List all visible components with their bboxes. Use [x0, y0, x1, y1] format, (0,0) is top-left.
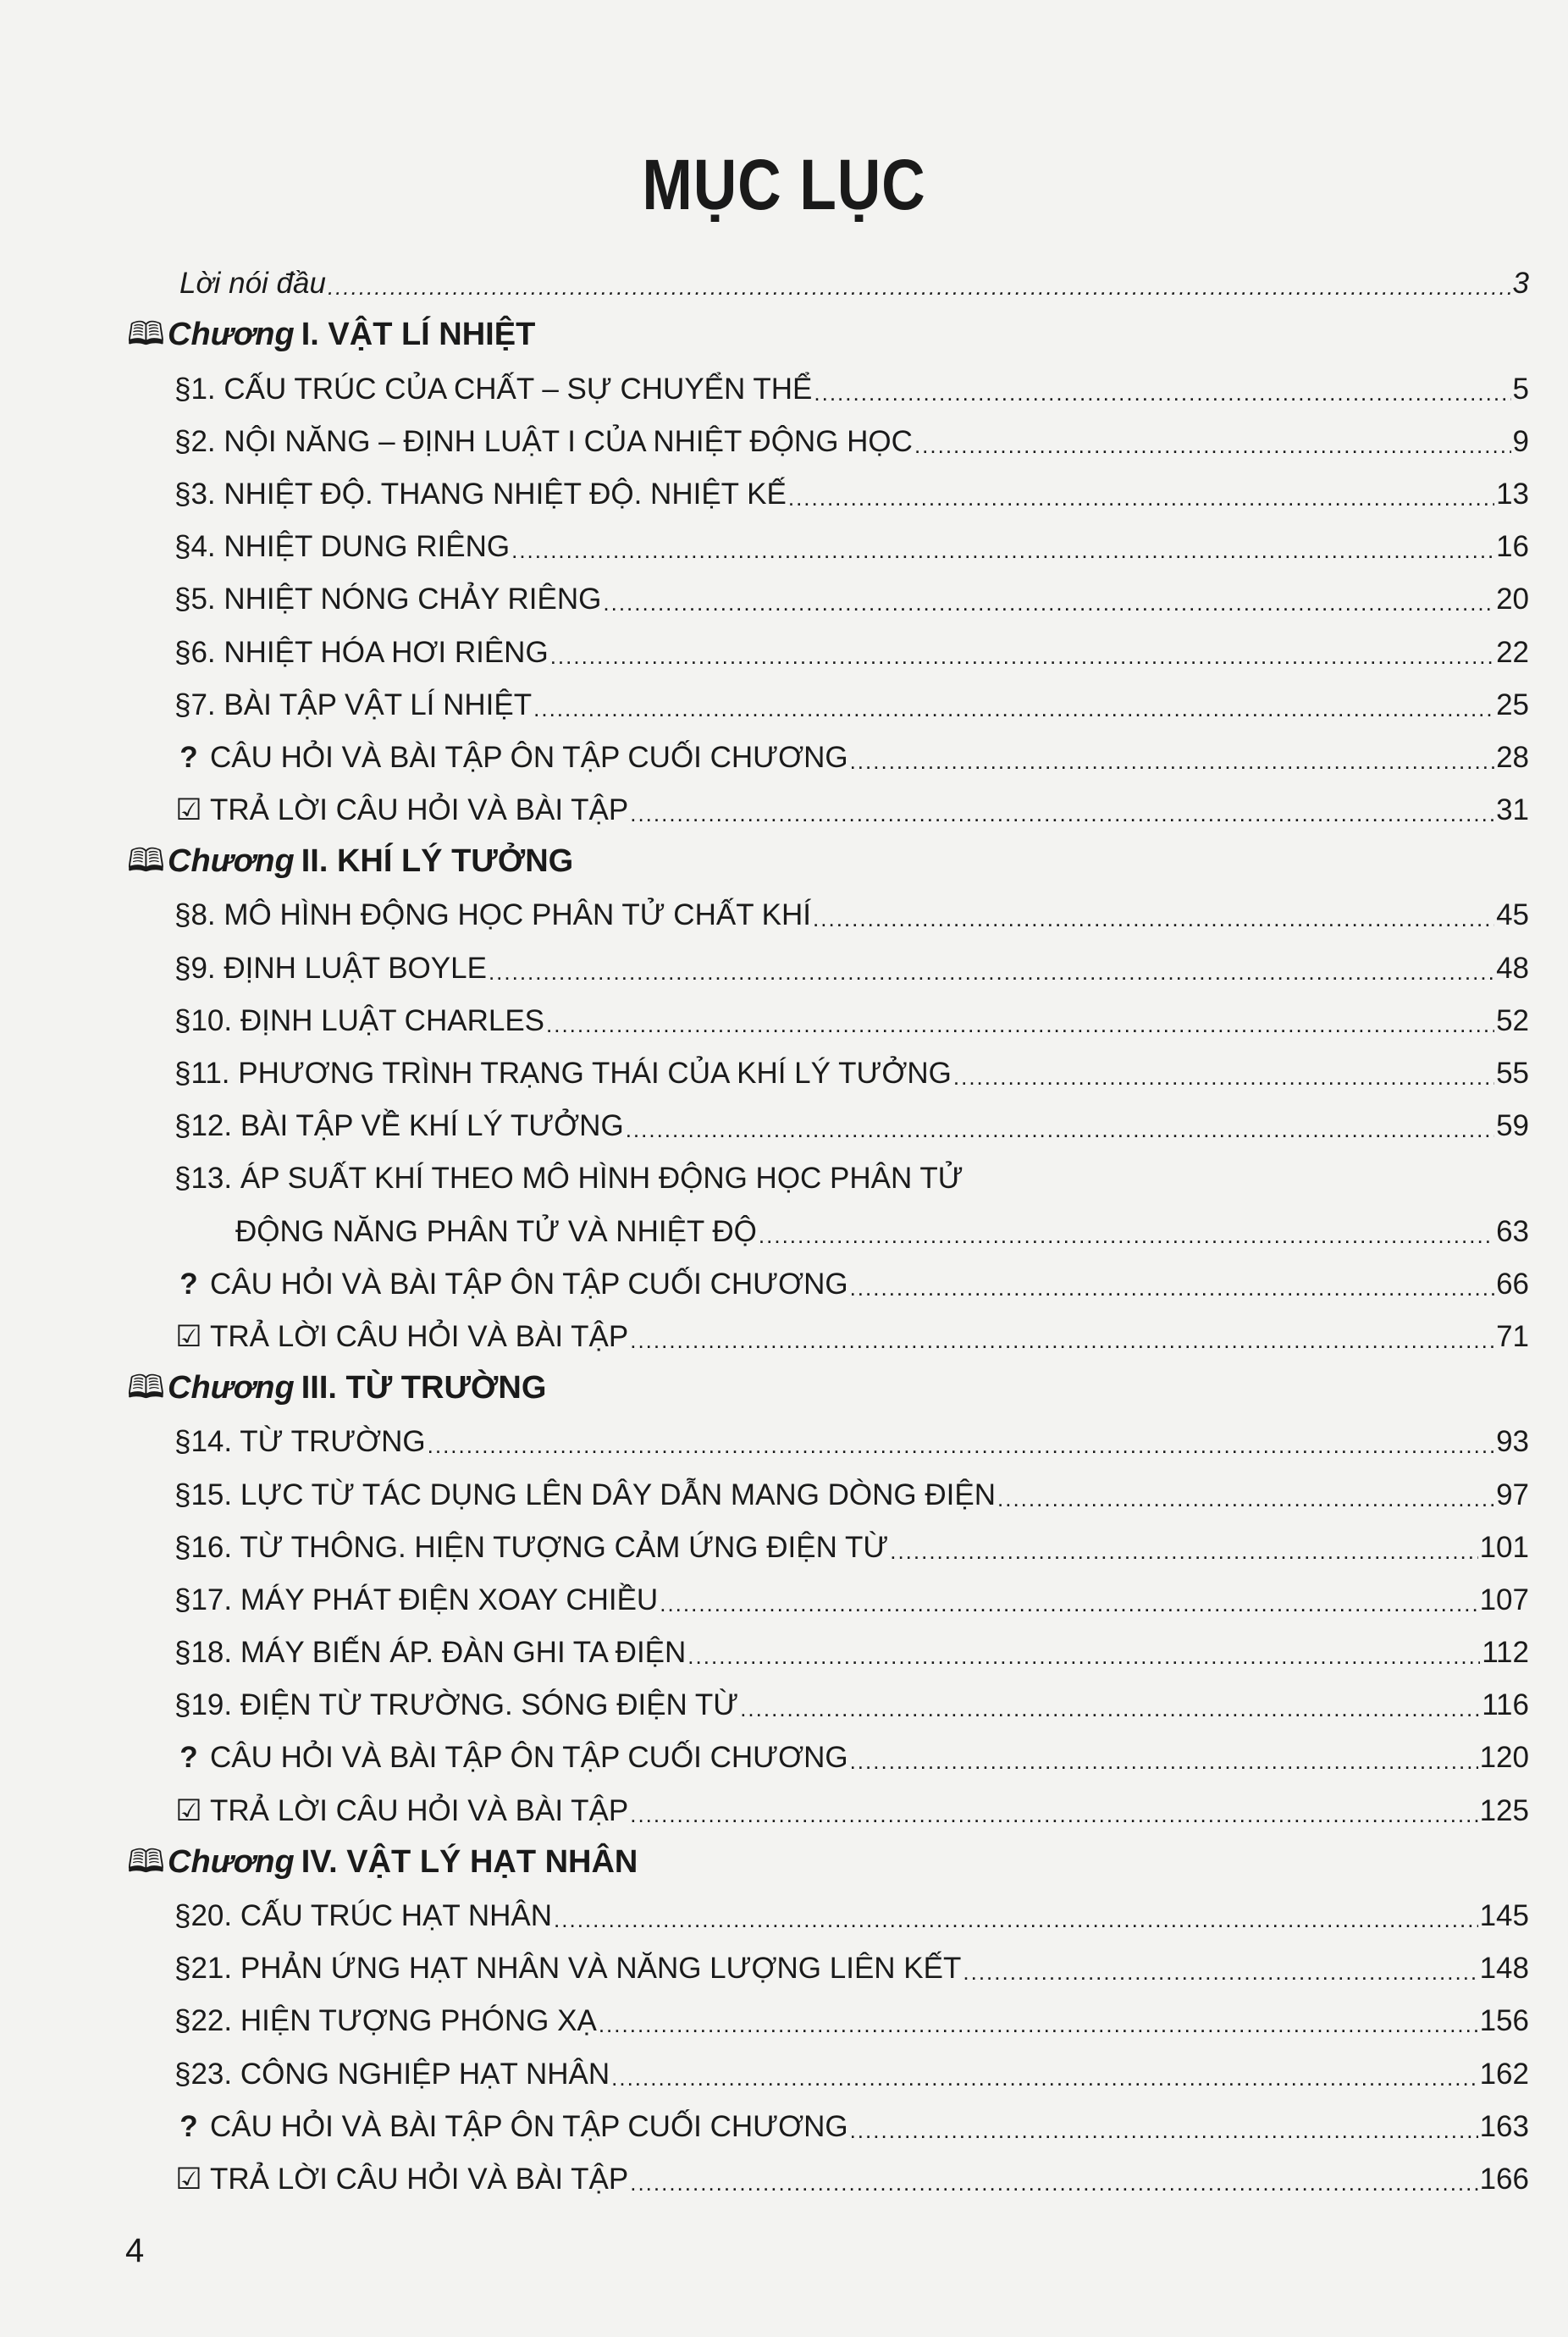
toc-entry-section	[127, 614, 1529, 669]
dot-leader	[603, 592, 1494, 614]
entry-page: 162	[1479, 2057, 1529, 2091]
entry-label: CÂU HỎI VÀ BÀI TẬP ÔN TẬP CUỐI CHƯƠNG	[210, 740, 848, 774]
toc-entry-section	[127, 877, 1529, 930]
entry-label: CÂU HỎI VÀ BÀI TẬP ÔN TẬP CUỐI CHƯƠNG	[210, 1741, 848, 1775]
entry-page: 125	[1479, 1793, 1529, 1827]
question-icon: ?	[179, 1741, 198, 1775]
dot-leader	[554, 1909, 1478, 1931]
toc-entry-review	[127, 1246, 1529, 1299]
toc-entry-section	[127, 509, 1529, 564]
entry-page: 48	[1496, 951, 1529, 985]
dot-leader	[788, 487, 1494, 509]
entry-page: 163	[1479, 2109, 1529, 2143]
entry-page: 59	[1496, 1109, 1529, 1143]
toc-entry-section	[127, 983, 1529, 1036]
toc-entry-review	[127, 2089, 1529, 2141]
dot-leader	[850, 2119, 1478, 2141]
entry-page: 66	[1496, 1267, 1529, 1301]
book-icon: 🕮	[127, 1370, 165, 1406]
dot-leader	[914, 434, 1511, 456]
chapter-word: Chương	[168, 1843, 295, 1880]
toc-entry-section	[127, 1667, 1529, 1720]
entry-page: 20	[1496, 583, 1529, 616]
entry-label: §21. PHẢN ỨNG HẠT NHÂN VÀ NĂNG LƯỢNG LIÊN KẾT	[174, 1952, 962, 1986]
entry-page: 63	[1496, 1214, 1529, 1248]
entry-label: §12. BÀI TẬP VỀ KHÍ LÝ TƯỞNG	[174, 1109, 624, 1143]
book-icon: 🕮	[127, 1843, 165, 1880]
chapter-number: IV.	[301, 1843, 338, 1880]
dot-leader	[533, 698, 1494, 720]
entry-label: §2. NỘI NĂNG – ĐỊNH LUẬT I CỦA NHIỆT ĐỘNG HỌC	[174, 424, 913, 458]
entry-page: 5	[1512, 372, 1529, 406]
entry-label: VẬT LÝ HẠT NHÂN	[346, 1843, 638, 1880]
entry-page: 52	[1496, 1003, 1529, 1037]
question-icon: ?	[179, 1267, 198, 1301]
toc-entry-section	[127, 1562, 1529, 1615]
toc-entry-review	[127, 1720, 1529, 1775]
toc-entry-section	[127, 456, 1529, 509]
dot-leader	[630, 2172, 1477, 2194]
toc-entry-section	[127, 561, 1529, 614]
toc-entry-review	[127, 720, 1529, 772]
dot-leader	[953, 1066, 1494, 1088]
toc-entry-answer	[127, 1772, 1529, 1825]
entry-label: CÂU HỎI VÀ BÀI TẬP ÔN TẬP CUỐI CHƯƠNG	[210, 2109, 848, 2143]
entry-label: TRẢ LỜI CÂU HỎI VÀ BÀI TẬP	[210, 793, 629, 827]
entry-page: 101	[1479, 1530, 1529, 1564]
entry-label: §23. CÔNG NGHIỆP HẠT NHÂN	[174, 2057, 610, 2091]
toc-entry-section-cont	[127, 1193, 1529, 1246]
entry-page: 28	[1496, 740, 1529, 774]
toc-entry-answer	[127, 1299, 1529, 1351]
entry-label: §3. NHIỆT ĐỘ. THANG NHIỆT ĐỘ. NHIỆT KẾ	[174, 477, 787, 511]
dot-leader	[740, 1698, 1480, 1720]
entry-page: 55	[1496, 1057, 1529, 1090]
entry-page: 97	[1496, 1478, 1529, 1511]
dot-leader	[963, 1961, 1477, 1983]
dot-leader	[599, 2014, 1478, 2036]
toc-entry-section	[127, 1088, 1529, 1141]
entry-label: §4. NHIỆT DUNG RIÊNG	[174, 530, 511, 564]
entry-label: §1. CẤU TRÚC CỦA CHẤT – SỰ CHUYỂN THỂ	[174, 372, 813, 406]
chapter-number: III.	[301, 1370, 337, 1406]
entry-label: §6. NHIỆT HÓA HƠI RIÊNG	[174, 635, 549, 669]
dot-leader	[428, 1434, 1494, 1456]
chapter-number: II.	[301, 843, 329, 880]
toc-entry-section	[127, 1036, 1529, 1088]
entry-page: 45	[1496, 898, 1529, 932]
toc-entry-preface	[127, 246, 1529, 301]
entry-label: §15. LỰC TỪ TÁC DỤNG LÊN DÂY DẪN MANG DÒNG ĐIỆN	[174, 1478, 996, 1511]
entry-label: §13. ÁP SUẤT KHÍ THEO MÔ HÌNH ĐỘNG HỌC PHÂN TỬ	[174, 1162, 963, 1196]
dot-leader	[626, 1119, 1494, 1141]
entry-label: Lời nói đầu	[179, 267, 326, 301]
entry-label: TRẢ LỜI CÂU HỎI VÀ BÀI TẬP	[210, 1793, 629, 1827]
entry-page: 116	[1482, 1688, 1529, 1722]
toc-entry-chapter	[127, 1351, 1529, 1404]
entry-label: VẬT LÍ NHIỆT	[328, 317, 536, 353]
entry-label: §9. ĐỊNH LUẬT BOYLE	[174, 951, 487, 985]
entry-page: 156	[1479, 2004, 1529, 2038]
dot-leader	[630, 803, 1494, 825]
question-icon: ?	[179, 740, 198, 774]
toc-entry-chapter	[127, 825, 1529, 880]
entry-page: 112	[1482, 1636, 1529, 1670]
checkbox-icon: ☑	[175, 2162, 202, 2196]
dot-leader	[890, 1540, 1477, 1562]
entry-page: 93	[1496, 1425, 1529, 1459]
entry-label: §11. PHƯƠNG TRÌNH TRẠNG THÁI CỦA KHÍ LÝ TƯỞNG	[174, 1057, 952, 1090]
toc-entry-chapter	[127, 1826, 1529, 1878]
dot-leader	[550, 645, 1494, 667]
entry-label: §19. ĐIỆN TỪ TRƯỜNG. SÓNG ĐIỆN TỪ	[174, 1688, 739, 1722]
entry-page: 71	[1496, 1319, 1529, 1353]
dot-leader	[759, 1224, 1494, 1246]
toc-entry-section	[127, 1983, 1529, 2036]
entry-page: 22	[1496, 635, 1529, 669]
dot-leader	[997, 1488, 1494, 1510]
table-of-contents	[127, 246, 1529, 2194]
entry-label: KHÍ LÝ TƯỞNG	[336, 843, 574, 880]
entry-page: 25	[1496, 688, 1529, 721]
toc-entry-section	[127, 351, 1529, 406]
entry-label: ĐỘNG NĂNG PHÂN TỬ VÀ NHIỆT ĐỘ	[235, 1214, 757, 1248]
entry-label: §5. NHIỆT NÓNG CHẢY RIÊNG	[174, 583, 602, 616]
toc-entry-section	[127, 1510, 1529, 1562]
checkbox-icon: ☑	[175, 1319, 202, 1353]
entry-label: §18. MÁY BIẾN ÁP. ĐÀN GHI TA ĐIỆN	[174, 1636, 687, 1670]
dot-leader	[630, 1804, 1477, 1826]
dot-leader	[489, 961, 1494, 983]
toc-entry-chapter	[127, 298, 1529, 351]
chapter-word: Chương	[168, 843, 295, 880]
entry-label: §8. MÔ HÌNH ĐỘNG HỌC PHÂN TỬ CHẤT KHÍ	[174, 898, 812, 932]
entry-page: 120	[1479, 1741, 1529, 1775]
entry-label: TRẢ LỜI CÂU HỎI VÀ BÀI TẬP	[210, 1319, 629, 1353]
dot-leader	[813, 908, 1494, 930]
entry-label: §16. TỪ THÔNG. HIỆN TƯỢNG CẢM ỨNG ĐIỆN TỪ	[174, 1530, 889, 1564]
entry-label: §17. MÁY PHÁT ĐIỆN XOAY CHIỀU	[174, 1583, 659, 1616]
entry-label: TRẢ LỜI CÂU HỎI VÀ BÀI TẬP	[210, 2162, 629, 2196]
book-icon: 🕮	[127, 843, 165, 880]
entry-page: 3	[1512, 267, 1529, 301]
dot-leader	[850, 1750, 1478, 1772]
page-number: 4	[125, 2232, 145, 2269]
dot-leader	[546, 1014, 1494, 1036]
entry-page: 16	[1496, 530, 1529, 564]
entry-label: §20. CẤU TRÚC HẠT NHÂN	[174, 1899, 553, 1932]
toc-entry-answer	[127, 2141, 1529, 2194]
toc-entry-section	[127, 1878, 1529, 1931]
toc-entry-section	[127, 404, 1529, 456]
dot-leader	[687, 1645, 1480, 1667]
toc-entry-section	[127, 667, 1529, 720]
dot-leader	[814, 382, 1510, 404]
entry-label: §14. TỪ TRƯỜNG	[174, 1425, 426, 1459]
chapter-word: Chương	[168, 317, 295, 353]
checkbox-icon: ☑	[175, 793, 202, 827]
dot-leader	[328, 276, 1511, 298]
entry-page: 107	[1479, 1583, 1529, 1616]
entry-page: 166	[1479, 2162, 1529, 2196]
book-icon: 🕮	[127, 317, 165, 353]
dot-leader	[611, 2067, 1477, 2089]
toc-entry-section	[127, 2036, 1529, 2091]
toc-entry-section-head	[127, 1141, 1529, 1196]
toc-entry-section	[127, 1404, 1529, 1459]
entry-label: CÂU HỎI VÀ BÀI TẬP ÔN TẬP CUỐI CHƯƠNG	[210, 1267, 848, 1301]
toc-entry-section	[127, 930, 1529, 985]
entry-page: 13	[1496, 477, 1529, 511]
dot-leader	[511, 539, 1494, 561]
entry-page: 145	[1479, 1899, 1529, 1932]
entry-label: §22. HIỆN TƯỢNG PHÓNG XẠ	[174, 2004, 597, 2038]
chapter-number: I.	[301, 317, 319, 353]
entry-label: TỪ TRƯỜNG	[345, 1370, 547, 1406]
toc-entry-answer	[127, 772, 1529, 825]
chapter-word: Chương	[168, 1370, 295, 1406]
dot-leader	[630, 1329, 1494, 1351]
entry-page: 148	[1479, 1952, 1529, 1986]
checkbox-icon: ☑	[175, 1793, 202, 1827]
entry-label: §10. ĐỊNH LUẬT CHARLES	[174, 1003, 545, 1037]
dot-leader	[660, 1593, 1477, 1615]
entry-label: §7. BÀI TẬP VẬT LÍ NHIỆT	[174, 688, 533, 721]
entry-page: 9	[1512, 424, 1529, 458]
dot-leader	[850, 1277, 1494, 1299]
toc-entry-section	[127, 1456, 1529, 1509]
page-title: MỤC LỤC	[642, 145, 926, 224]
entry-page: 31	[1496, 793, 1529, 827]
toc-entry-section	[127, 1931, 1529, 1986]
question-icon: ?	[179, 2109, 198, 2143]
dot-leader	[850, 750, 1494, 772]
toc-entry-section	[127, 1615, 1529, 1670]
